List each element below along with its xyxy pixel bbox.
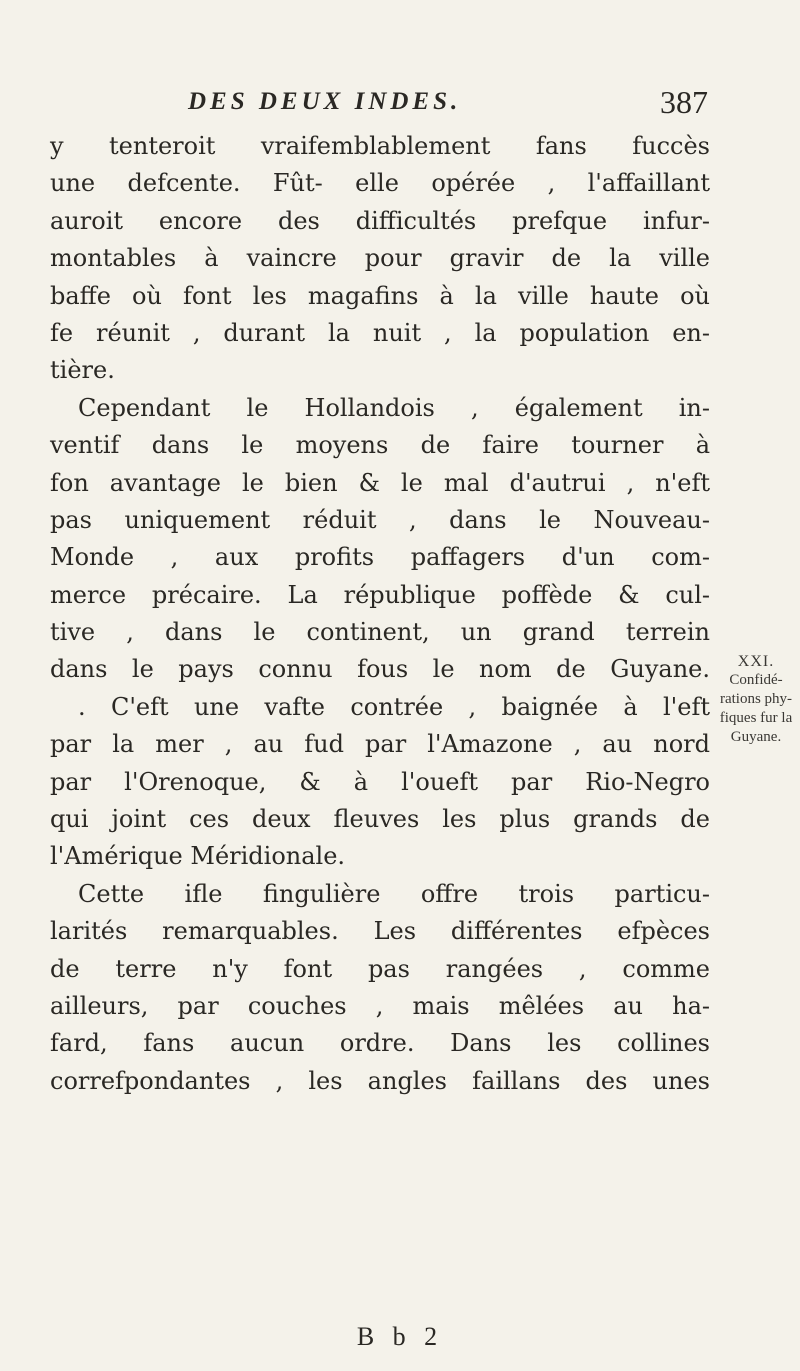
text-line: qui joint ces deux fleuves les plus grands de bbox=[50, 805, 710, 834]
text-line: tière. bbox=[50, 356, 115, 385]
text-line: ventif dans le moyens de faire tourner à bbox=[50, 431, 710, 460]
running-title: DES DEUX INDES. bbox=[188, 88, 462, 115]
text-line: fe réunit , durant la nuit , la population en- bbox=[50, 318, 710, 347]
text-line: par la mer , au fud par l'Amazone , au nord bbox=[50, 730, 710, 759]
text-line: l'Amérique Méridionale. bbox=[50, 842, 346, 871]
page-number: 387 bbox=[660, 84, 708, 120]
text-line: . C'eft une vafte contrée , baignée à l'eft bbox=[78, 692, 710, 721]
text-line: ailleurs, par couches , mais mêlées au ha- bbox=[50, 991, 710, 1020]
margin-note-line: Guyane. bbox=[730, 729, 782, 745]
text-line: larités remarquables. Les différentes efpèces bbox=[50, 917, 710, 946]
text-line: Monde , aux profits paffagers d'un com- bbox=[50, 543, 710, 572]
text-line: une defcente. Fût- elle opérée , l'affaillant bbox=[50, 169, 710, 198]
text-line: merce précaire. La république poffède & cul- bbox=[50, 580, 710, 609]
text-line: Cette ifle fingulière offre trois particu- bbox=[78, 879, 710, 908]
text-line: Cependant le Hollandois , également in- bbox=[78, 393, 710, 422]
running-head bbox=[188, 84, 708, 128]
text-line: par l'Orenoque, & à l'oueft par Rio-Negro bbox=[50, 767, 710, 796]
text-line: dans le pays connu fous le nom de Guyane. bbox=[50, 655, 710, 684]
text-line: tive , dans le continent, un grand terrein bbox=[50, 618, 710, 647]
margin-note-numeral: XXI. bbox=[737, 653, 775, 670]
text-line: baffe où font les magafins à la ville haute où bbox=[50, 281, 710, 310]
margin-note bbox=[712, 652, 800, 747]
margin-note-line: Confidé- bbox=[729, 672, 783, 688]
margin-note-line: rations phy- bbox=[719, 691, 793, 707]
text-line: correfpondantes , les angles faillans des unes bbox=[50, 1066, 710, 1095]
text-line: fard, fans aucun ordre. Dans les collines bbox=[50, 1029, 710, 1058]
text-line: auroit encore des difficultés prefque infur- bbox=[50, 206, 710, 235]
text-line: y tenteroit vraifemblablement fans fuccès bbox=[50, 132, 710, 160]
margin-note-line: fiques fur la bbox=[719, 710, 793, 726]
text-line: pas uniquement réduit , dans le Nouveau- bbox=[50, 505, 710, 534]
body-text bbox=[50, 128, 710, 1100]
text-line: fon avantage le bien & le mal d'autrui , n'eft bbox=[50, 468, 710, 497]
signature-mark: B b 2 bbox=[356, 1322, 444, 1351]
text-line: montables à vaincre pour gravir de la ville bbox=[50, 244, 710, 273]
text-line: de terre n'y font pas rangées , comme bbox=[50, 954, 710, 983]
